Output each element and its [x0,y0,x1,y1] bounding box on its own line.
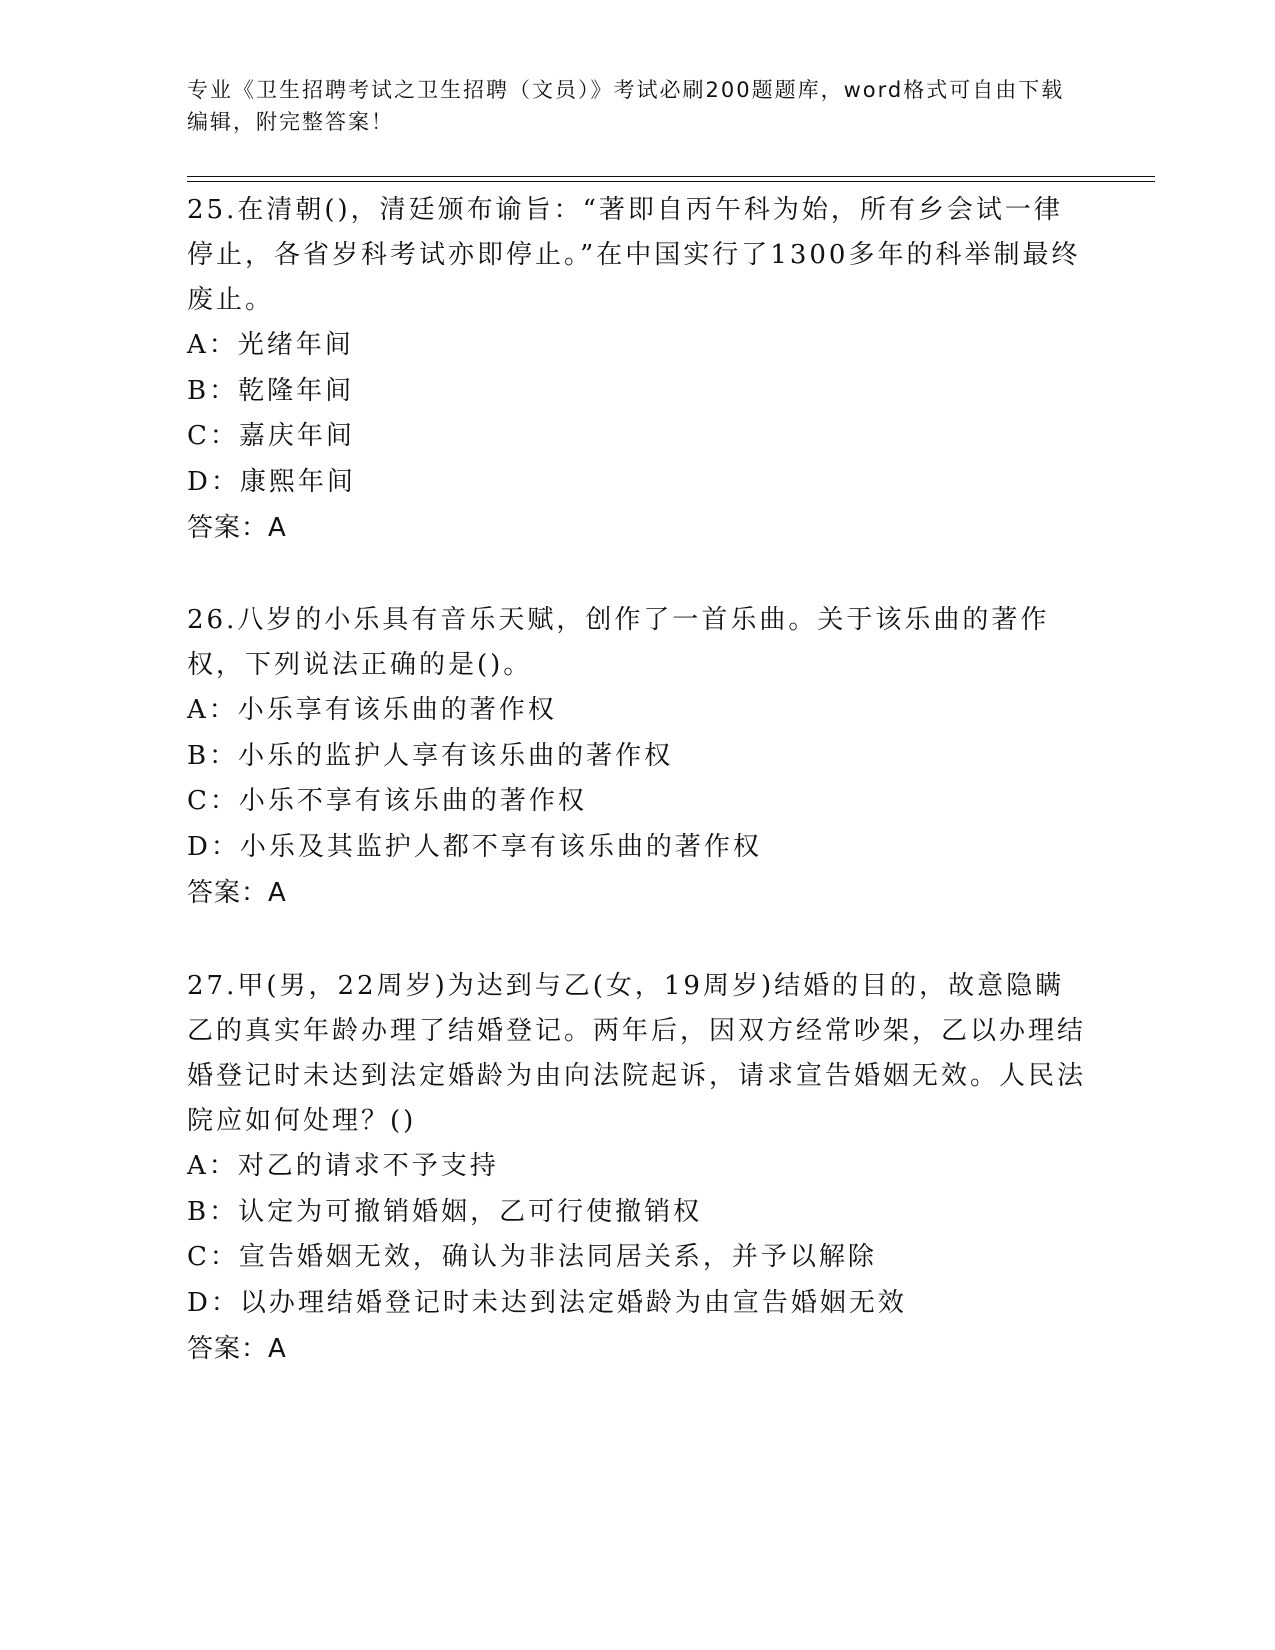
option-a: A：对乙的请求不予支持 [187,1151,499,1181]
document-header: 专业《卫生招聘考试之卫生招聘（文员）》考试必刷200题题库，word格式可自由下载编辑，附完整答案！ [187,78,1065,134]
option-b: B：认定为可撤销婚姻，乙可行使撤销权 [187,1196,703,1227]
header-divider-bottom [187,181,1155,182]
question-26 [187,598,1087,916]
question-27 [187,964,1087,1372]
option-b: B：乾隆年间 [187,375,355,406]
option-c: C：嘉庆年间 [187,421,355,451]
option-d: D：康熙年间 [187,466,356,497]
answer-line: 答案：A [187,1334,287,1364]
question-stem: 25.在清朝()，清廷颁布谕旨：“著即自丙午科为始，所有乡会试一律停止，各省岁科考试亦即停止。”在中国实行了1300多年的科举制最终废止。 [187,195,1081,315]
option-a: A：光绪年间 [187,330,354,360]
question-stem: 27.甲(男，22周岁)为达到与乙(女，19周岁)结婚的目的，故意隐瞒乙的真实年龄办理了结婚登记。两年后，因双方经常吵架，乙以办理结婚登记时未达到法定婚龄为由向法院起诉，请求宣告婚姻无效。人民法院应如何处理？() [187,971,1087,1136]
option-c: C：宣告婚姻无效，确认为非法同居关系，并予以解除 [187,1242,877,1272]
question-stem: 26.八岁的小乐具有音乐天赋，创作了一首乐曲。关于该乐曲的著作权，下列说法正确的是()。 [187,605,1050,680]
answer-line: 答案：A [187,513,287,543]
answer-line: 答案：A [187,878,287,908]
option-a: A：小乐享有该乐曲的著作权 [187,695,557,725]
option-d: D：小乐及其监护人都不享有该乐曲的著作权 [187,831,762,862]
option-d: D：以办理结婚登记时未达到法定婚龄为由宣告婚姻无效 [187,1287,907,1318]
question-25 [187,188,1087,551]
header-divider-top [187,176,1155,177]
option-b: B：小乐的监护人享有该乐曲的著作权 [187,740,674,771]
option-c: C：小乐不享有该乐曲的著作权 [187,786,587,816]
